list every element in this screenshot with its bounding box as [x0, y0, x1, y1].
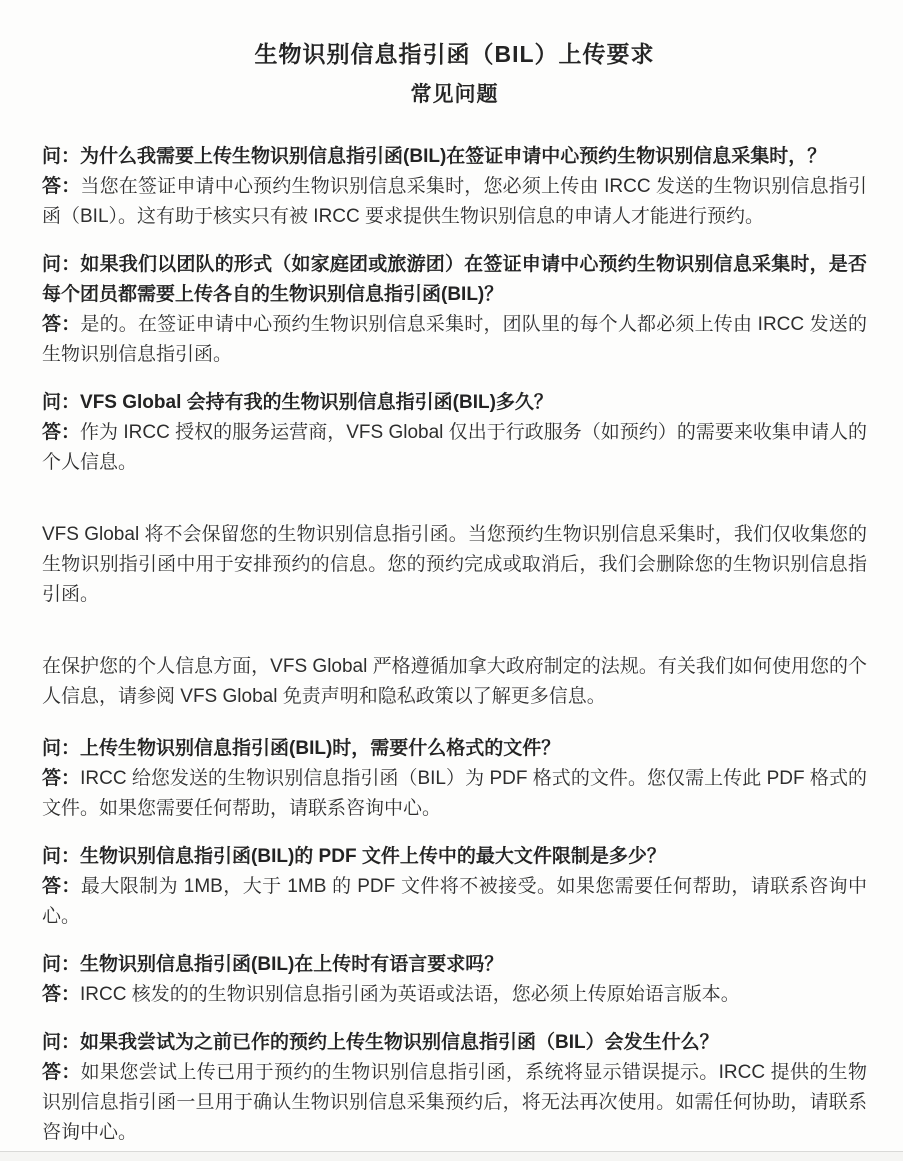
faq-item-3	[42, 388, 867, 478]
answer-text: IRCC 给您发送的生物识别信息指引函（BIL）为 PDF 格式的文件。您仅需上传此 PDF 格式的文件。如果您需要任何帮助，请联系咨询中心。	[42, 768, 867, 819]
answer-prefix-label: 答：	[42, 176, 81, 197]
page-title: 生物识别信息指引函（BIL）上传要求	[254, 41, 655, 67]
answer-prefix-label: 答：	[42, 314, 81, 335]
question-prefix-label: 问：	[42, 392, 81, 413]
faq-item-4	[42, 734, 867, 824]
faq-question	[42, 250, 867, 310]
question-prefix-label: 问：	[42, 846, 81, 867]
faq-question	[42, 1028, 867, 1058]
question-prefix-label: 问：	[42, 254, 81, 275]
question-prefix-label: 问：	[42, 1032, 81, 1053]
privacy-retention-paragraph: VFS Global 将不会保留您的生物识别信息指引函。当您预约生物识别信息采集时，我们仅收集您的生物识别指引函中用于安排预约的信息。您的预约完成或取消后，我们会删除您的生物识别信息指引函。	[42, 524, 867, 605]
faq-answer	[42, 1058, 867, 1148]
answer-prefix-label: 答：	[42, 422, 81, 443]
faq-answer	[42, 872, 867, 932]
answer-prefix-label: 答：	[42, 1062, 81, 1083]
faq-item-6	[42, 950, 867, 1010]
answer-text: IRCC 核发的的生物识别信息指引函为英语或法语，您必须上传原始语言版本。	[80, 984, 740, 1005]
answer-prefix-label: 答：	[42, 876, 81, 897]
faq-answer	[42, 980, 867, 1010]
question-text: 生物识别信息指引函(BIL)在上传时有语言要求吗？	[80, 954, 504, 975]
answer-text: 作为 IRCC 授权的服务运营商，VFS Global 仅出于行政服务（如预约）的需要来收集申请人的个人信息。	[42, 422, 867, 473]
faq-item-2	[42, 250, 867, 370]
faq-item-1	[42, 142, 867, 232]
privacy-policy-paragraph: 在保护您的个人信息方面，VFS Global 严格遵循加拿大政府制定的法规。有关我们如何使用您的个人信息，请参阅 VFS Global 免责声明和隐私政策以了解更多信息。	[42, 656, 867, 707]
question-text: VFS Global 会持有我的生物识别信息指引函(BIL)多久？	[80, 392, 553, 413]
question-text: 如果我尝试为之前已作的预约上传生物识别信息指引函（BIL）会发生什么？	[80, 1032, 719, 1053]
question-text: 上传生物识别信息指引函(BIL)时，需要什么格式的文件？	[80, 738, 561, 759]
faq-question	[42, 950, 867, 980]
answer-prefix-label: 答：	[42, 984, 81, 1005]
question-text: 生物识别信息指引函(BIL)的 PDF 文件上传中的最大文件限制是多少？	[80, 846, 666, 867]
faq-item-5	[42, 842, 867, 932]
question-text: 如果我们以团队的形式（如家庭团或旅游团）在签证申请中心预约生物识别信息采集时，是否每个团员都需要上传各自的生物识别信息指引函(BIL)？	[42, 254, 867, 305]
faq-question	[42, 734, 867, 764]
faq-question	[42, 842, 867, 872]
answer-text: 如果您尝试上传已用于预约的生物识别信息指引函，系统将显示错误提示。IRCC 提供的生物识别信息指引函一旦用于确认生物识别信息采集预约后，将无法再次使用。如需任何协助，请联系咨询中心。	[42, 1062, 867, 1143]
question-prefix-label: 问：	[42, 146, 81, 167]
page-subtitle: 常见问题	[410, 83, 499, 106]
faq-answer	[42, 172, 867, 232]
answer-prefix-label: 答：	[42, 768, 81, 789]
faq-question	[42, 142, 867, 172]
faq-answer	[42, 764, 867, 824]
question-prefix-label: 问：	[42, 954, 81, 975]
answer-text: 最大限制为 1MB，大于 1MB 的 PDF 文件将不被接受。如果您需要任何帮助，请联系咨询中心。	[42, 876, 867, 927]
question-prefix-label: 问：	[42, 738, 81, 759]
answer-text: 当您在签证申请中心预约生物识别信息采集时，您必须上传由 IRCC 发送的生物识别信息指引函（BIL）。这有助于核实只有被 IRCC 要求提供生物识别信息的申请人才能进行预约。	[42, 176, 867, 227]
answer-text: 是的。在签证申请中心预约生物识别信息采集时，团队里的每个人都必须上传由 IRCC 发送的生物识别信息指引函。	[42, 314, 867, 365]
faq-answer	[42, 418, 867, 478]
faq-question	[42, 388, 867, 418]
faq-item-7	[42, 1028, 867, 1148]
faq-answer	[42, 310, 867, 370]
page-bottom-edge	[0, 1151, 903, 1161]
question-text: 为什么我需要上传生物识别信息指引函(BIL)在签证申请中心预约生物识别信息采集时，？	[80, 146, 827, 167]
